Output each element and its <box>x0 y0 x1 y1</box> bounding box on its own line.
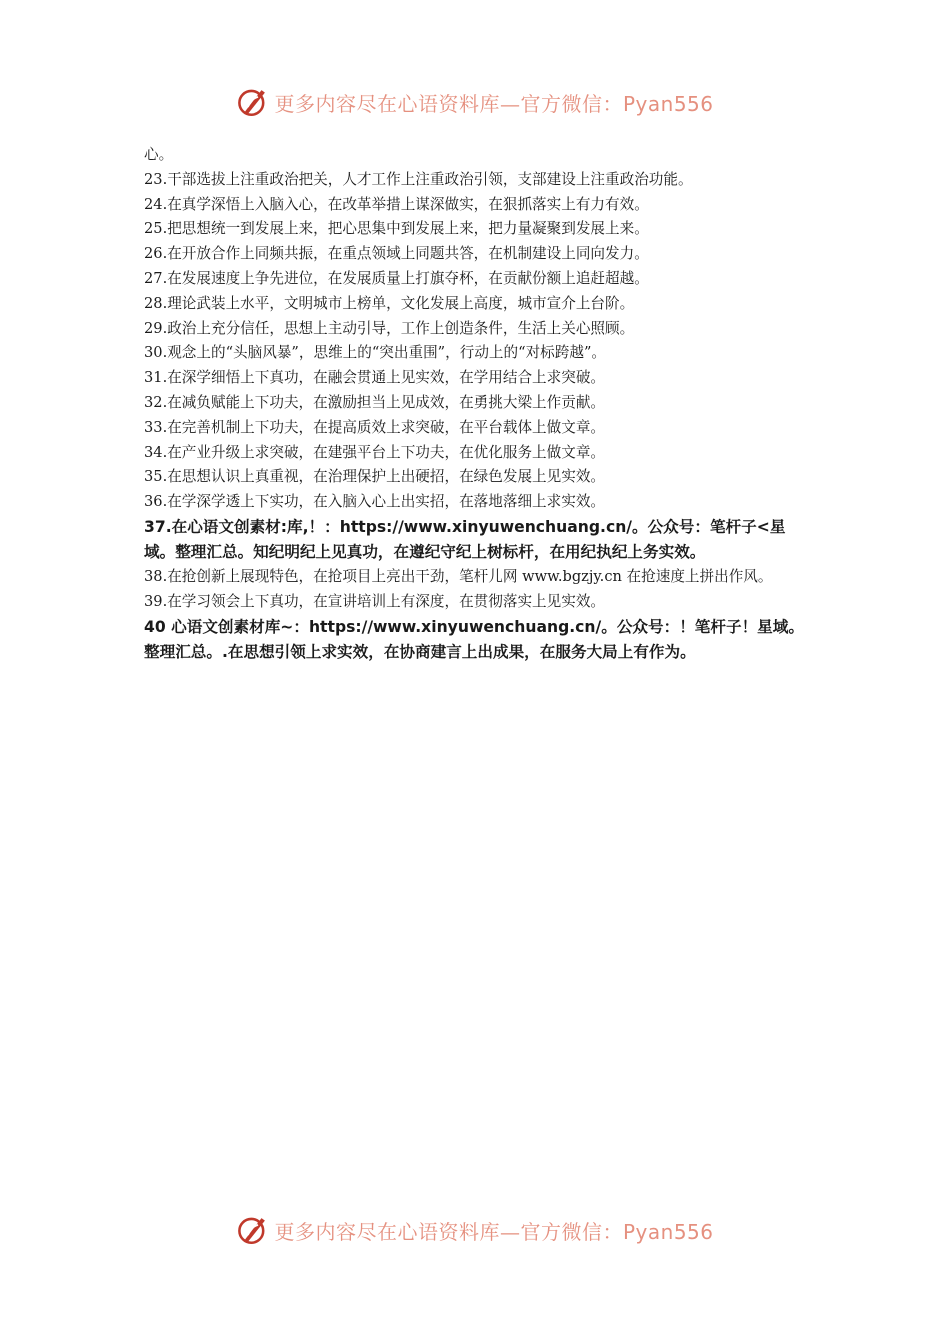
banner-wechat-id: Pyan556 <box>622 91 714 116</box>
text-line: 26.在开放合作上同频共振，在重点领域上同题共答，在机制建设上同向发力。 <box>144 245 649 263</box>
text-line: 33.在完善机制上下功夫，在提高质效上求突破，在平台载体上做文章。 <box>144 418 606 436</box>
text-line: 25.把思想统一到发展上来，把心思集中到发展上来，把力量凝聚到发展上来。 <box>144 220 649 238</box>
text-line: 39.在学习领会上下真功，在宣讲培训上有深度，在贯彻落实上见实效。 <box>144 592 606 610</box>
text-line: 29.政治上充分信任，思想上主动引导，工作上创造条件，生活上关心照顾。 <box>144 319 635 337</box>
footer-banner <box>0 1210 950 1250</box>
text-line: 32.在减负赋能上下功夫，在激励担当上见成效，在勇挑大梁上作贡献。 <box>144 393 606 411</box>
text-line: 24.在真学深悟上入脑入心，在改革举措上谋深做实，在狠抓落实上有力有效。 <box>144 195 649 213</box>
text-line: 心。 <box>144 146 174 163</box>
banner-text <box>274 1216 713 1245</box>
document-body <box>144 143 814 665</box>
text-line: 34.在产业升级上求突破，在建强平台上下功夫，在优化服务上做文章。 <box>144 443 606 461</box>
text-line: 31.在深学细悟上下真功，在融会贯通上见实效，在学用结合上求突破。 <box>144 369 606 387</box>
banner-text <box>274 88 713 117</box>
text-line: 27.在发展速度上争先进位，在发展质量上打旗夺杯，在贡献份额上追赶超越。 <box>144 269 649 287</box>
text-line-bold: 37.在心语文创素材:库,！：https://www.xinyuwenchuang.cn/。公众号：笔杆子<星域。整理汇总。知纪明纪上见真功，在遵纪守纪上树标杆，在用纪执纪上务实效。 <box>144 517 786 561</box>
pen-in-circle-icon <box>236 85 270 119</box>
banner-message: 更多内容尽在心语资料库—官方微信： <box>274 91 623 116</box>
text-line: 23.干部选拔上注重政治把关，人才工作上注重政治引领，支部建设上注重政治功能。 <box>144 170 693 188</box>
pen-in-circle-icon <box>236 1213 270 1247</box>
text-line: 36.在学深学透上下实功，在入脑入心上出实招，在落地落细上求实效。 <box>144 493 606 511</box>
text-line: 35.在思想认识上真重视，在治理保护上出硬招，在绿色发展上见实效。 <box>144 468 606 486</box>
header-banner <box>0 82 950 122</box>
banner-message: 更多内容尽在心语资料库—官方微信： <box>274 1219 623 1244</box>
text-line: 38.在抢创新上展现特色，在抢项目上亮出干劲，笔杆儿网 www.bgzjy.cn 在抢速度上拼出作风。 <box>144 567 773 585</box>
text-line: 28.理论武装上水平，文明城市上榜单，文化发展上高度，城市宣介上台阶。 <box>144 294 635 312</box>
text-line: 30.观念上的“头脑风暴”，思维上的“突出重围”，行动上的“对标跨越”。 <box>144 344 607 362</box>
banner-wechat-id: Pyan556 <box>622 1219 714 1244</box>
text-line-bold: 40 心语文创素材库~：https://www.xinyuwenchuang.cn/。公众号：！笔杆子！星域。整理汇总。.在思想引领上求实效，在协商建言上出成果，在服务大局上有作为。 <box>144 617 804 661</box>
